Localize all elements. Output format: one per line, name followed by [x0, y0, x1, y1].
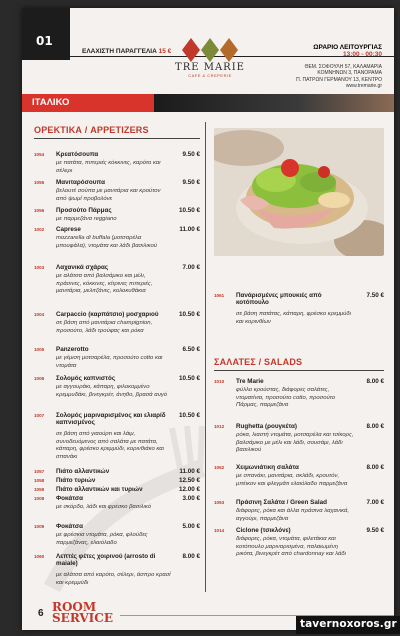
- item-name: Πανάρισμένες μπουκιές από κοτόπουλο: [236, 292, 322, 307]
- item-price: 10.50 €: [178, 207, 200, 214]
- item-description: με φρέσκια ντομάτα, ρόκα, φλούδες παρμεζάνας, ελαιόλαδο: [56, 532, 148, 546]
- address-line: Π. ΠΑΤΡΩΝ ΓΕΡΜΑΝΟΥ 13, ΚΕΝΤΡΟ: [296, 76, 382, 83]
- item-name: Κρεατόσουπα: [56, 151, 99, 158]
- item-code: 1063: [214, 500, 225, 505]
- item-code: 1006: [34, 376, 45, 381]
- item-code: 1054: [34, 152, 45, 157]
- item-description: σε βάση πατάτας, κάπαρη, φρέσκο κρεμμύδι και κορινθίων: [236, 311, 351, 325]
- item-name: Ciclone (τσικλόνε): [236, 527, 291, 534]
- item-code: 1003: [34, 265, 45, 270]
- item-code: 1005: [34, 347, 45, 352]
- item-price: 8.00 €: [366, 423, 384, 430]
- item-code: 1009: [34, 524, 45, 529]
- item-code: 1002: [34, 227, 45, 232]
- item-name: Προσούτο Πάρμας: [56, 207, 112, 214]
- item-code: 1056: [34, 208, 45, 213]
- item-description: με αγγουράκι, κάπαρη, φιλοκομμένο κρεμμυδάκι, βινεγκρέτ, άνηθο, βρασά αυγό: [56, 384, 168, 398]
- salads-title: ΣΑΛΑΤΕΣ / SALADS: [214, 357, 303, 367]
- item-name: Σολομός μαριναρισμένος και ελιαρίδ καπνισμένος: [56, 412, 166, 427]
- item-price: 6.50 €: [182, 346, 200, 353]
- hours-value: 13:00 - 00:30: [342, 51, 382, 58]
- item-price: 12.00 €: [178, 486, 200, 493]
- item-name: Σολομός καπνιστός: [56, 375, 116, 382]
- item-description: φύλλο κρούστας, διάφορες σαλάτες, ντοματίνια, προσούτο cotto, προσούτο Πάρμας, παρμεζάνα: [236, 387, 336, 409]
- item-price: 10.50 €: [178, 375, 200, 382]
- brand-logo: [170, 38, 250, 90]
- item-code: 1057: [34, 469, 45, 474]
- item-description: με αλάτσα από βαλσάμικο και μέλι, πράσινες, κόκκινες, κίτρινες πιπεριές, μανιτάρια, μελιτζάνες, κολοκυθάκια: [56, 273, 153, 295]
- item-name: Carpaccio (καρπάτσιο) μοσχαριού: [56, 311, 159, 318]
- item-price: 7.50 €: [366, 292, 384, 299]
- watermark: tavernoxoros.gr: [296, 616, 400, 634]
- room-service-logo-room: ROOM: [52, 600, 97, 614]
- section-divider: [214, 370, 384, 371]
- item-price: 5.00 €: [182, 523, 200, 530]
- item-code: 1004: [34, 312, 45, 317]
- hours-label: ΩΡΑΡΙΟ ΛΕΙΤΟΥΡΓΙΑΣ: [313, 44, 382, 51]
- item-name: Caprese: [56, 226, 81, 233]
- item-price: 9.50 €: [182, 179, 200, 186]
- item-price: 9.50 €: [182, 151, 200, 158]
- footer-page-number: 6: [38, 608, 44, 619]
- item-code: 1062: [214, 465, 225, 470]
- item-description: διάφορες, ρόκα, ντομάτα, φιλετάκια και κοτόπουλο μαριναρισμένα, παλαιωμένη ρικότα, βινεγκρέτ από chardonnay και λάδι: [236, 536, 346, 558]
- item-code: 1007: [34, 413, 45, 418]
- address-line: ΘΕΜ. ΣΟΦΟΥΛΗ 57, ΚΑΛΑΜΑΡΙΑ: [304, 64, 382, 70]
- item-price: 9.50 €: [366, 527, 384, 534]
- item-price: 8.00 €: [366, 464, 384, 471]
- item-price: 7.00 €: [366, 499, 384, 506]
- item-code: 1012: [214, 424, 225, 429]
- opening-hours: [313, 44, 382, 58]
- item-name: Φοκάτσα: [56, 495, 84, 502]
- website: www.tremarie.gr: [345, 83, 382, 90]
- item-price: 8.00 €: [366, 378, 384, 385]
- item-name: Rughetta (ρουγκέτα): [236, 423, 297, 430]
- item-description: διάφορες, ρόκα και άλλα πράσινα λαχανικά, αγγούρι, παρμεζάνα: [236, 508, 350, 522]
- item-price: 12.50 €: [178, 477, 200, 484]
- item-name: Λαχανικά σχάρας: [56, 264, 109, 271]
- address-line: ΚΟΜΝΗΝΩΝ 3, ΠΑΝΟΡΑΜΑ: [317, 70, 382, 77]
- item-description: mozzarella di buffala (μοτσαρέλα μπουφάλα), ντομάτα και λάδι βασιλικού: [56, 235, 158, 249]
- appetizers-title: ΟΡΕΚΤΙΚΑ / APPETIZERS: [34, 125, 149, 135]
- item-code: 1060: [34, 554, 45, 559]
- item-price: 7.00 €: [182, 264, 200, 271]
- item-name: Χειμωνιάτικη σαλάτα: [236, 464, 299, 471]
- item-description: με γέμιση μοτσαρέλα, προσούτο cotto και ντομάτα: [56, 355, 163, 369]
- item-code: 1014: [214, 528, 225, 533]
- category-label: ΙΤΑΛΙΚΟ: [32, 97, 70, 108]
- brand-name: TRE MARIE: [175, 62, 245, 73]
- category-banner: [22, 94, 394, 112]
- item-price: 8.00 €: [182, 553, 200, 560]
- item-name: Φοκάτσα: [56, 523, 84, 530]
- promo-label: ΕΛΑΧΙΣΤΗ ΠΑΡΑΓΓΕΛΙΑ: [82, 48, 157, 55]
- brand-tagline: CAFE & CREPERIE: [188, 73, 232, 78]
- section-divider: [34, 138, 200, 139]
- item-name: Tre Marie: [236, 378, 264, 385]
- item-price: 11.00 €: [179, 468, 200, 475]
- item-price: 11.00 €: [179, 226, 200, 233]
- item-price: 10.50 €: [178, 311, 200, 318]
- diamonds-icon: [181, 38, 239, 62]
- item-code: 1010: [214, 379, 225, 384]
- item-name: Panzerotto: [56, 346, 89, 353]
- item-price: 10.50 €: [178, 412, 200, 419]
- item-name: Πιάτο αλλαντικών και τυριών: [56, 486, 143, 493]
- column-divider: [205, 122, 206, 592]
- item-description: με σπανάκι, μανιτάρια, σκλάδι, κρουτόν, μπέικον και φλεγμάτι ελαιόλαδο παρμεζάνα: [236, 473, 348, 487]
- promo-amount: 15 €: [158, 48, 172, 55]
- menu-page: [22, 8, 394, 630]
- item-description: με πατάτα, πιπεριές κόκκινες, καρότο και σέλερι: [56, 160, 161, 174]
- item-description: σε βάση από γιαούρτι και λάιμ, συνοδευόμενος από σαλάτα με πατάτα, κάπαρη, φρέσκο κρεμμύδι, κορινθιάκο και σπανάκι: [56, 431, 164, 460]
- item-description: με παρμεζάνα reggiano: [56, 216, 117, 222]
- item-code: 1061: [214, 293, 225, 298]
- item-name: Πιάτο αλλαντικών: [56, 468, 110, 475]
- item-name: Πιάτο τυριών: [56, 477, 96, 484]
- item-code: 1008: [34, 496, 45, 501]
- header: [22, 8, 394, 90]
- item-description: με αλάτσα από καρότο, σέλερι, άσπρο κρασί και κρεμμύδι: [56, 572, 171, 586]
- item-name: Μανιταρόσουπα: [56, 179, 105, 186]
- item-code: 1059: [34, 487, 45, 492]
- item-description: σε βάση από μανιτάρια champignion, προσούτο, λάδι τρούφας και ρόκα: [56, 320, 153, 334]
- item-name: Λεπτές φέτες χοιρινού (arrosto di maiale): [56, 553, 156, 568]
- item-description: με σκόρδο, λάδι και φρέσκο βασιλικό: [56, 504, 152, 510]
- page-number: 01: [36, 34, 53, 48]
- item-description: ρόκα, λιαστή ντομάτα, μοτσαρέλα και τσίκορς, βαλσάμικο με μέλι και λάδι, σουσάμι, λάδι βασιλικού: [236, 432, 354, 454]
- item-description: βελουτέ σούπα με μανιτάρια και κρούτον από ψωμί προβολόνε: [56, 188, 161, 202]
- minimum-order: [82, 48, 171, 55]
- item-name: Πράσινη Σαλάτα / Green Salad: [236, 499, 327, 506]
- room-service-logo-service: SERVICE: [52, 611, 113, 625]
- addresses: [296, 64, 382, 90]
- item-code: 1058: [34, 478, 45, 483]
- salad-photo: [214, 128, 384, 256]
- item-price: 3.00 €: [182, 495, 200, 502]
- item-code: 1055: [34, 180, 45, 185]
